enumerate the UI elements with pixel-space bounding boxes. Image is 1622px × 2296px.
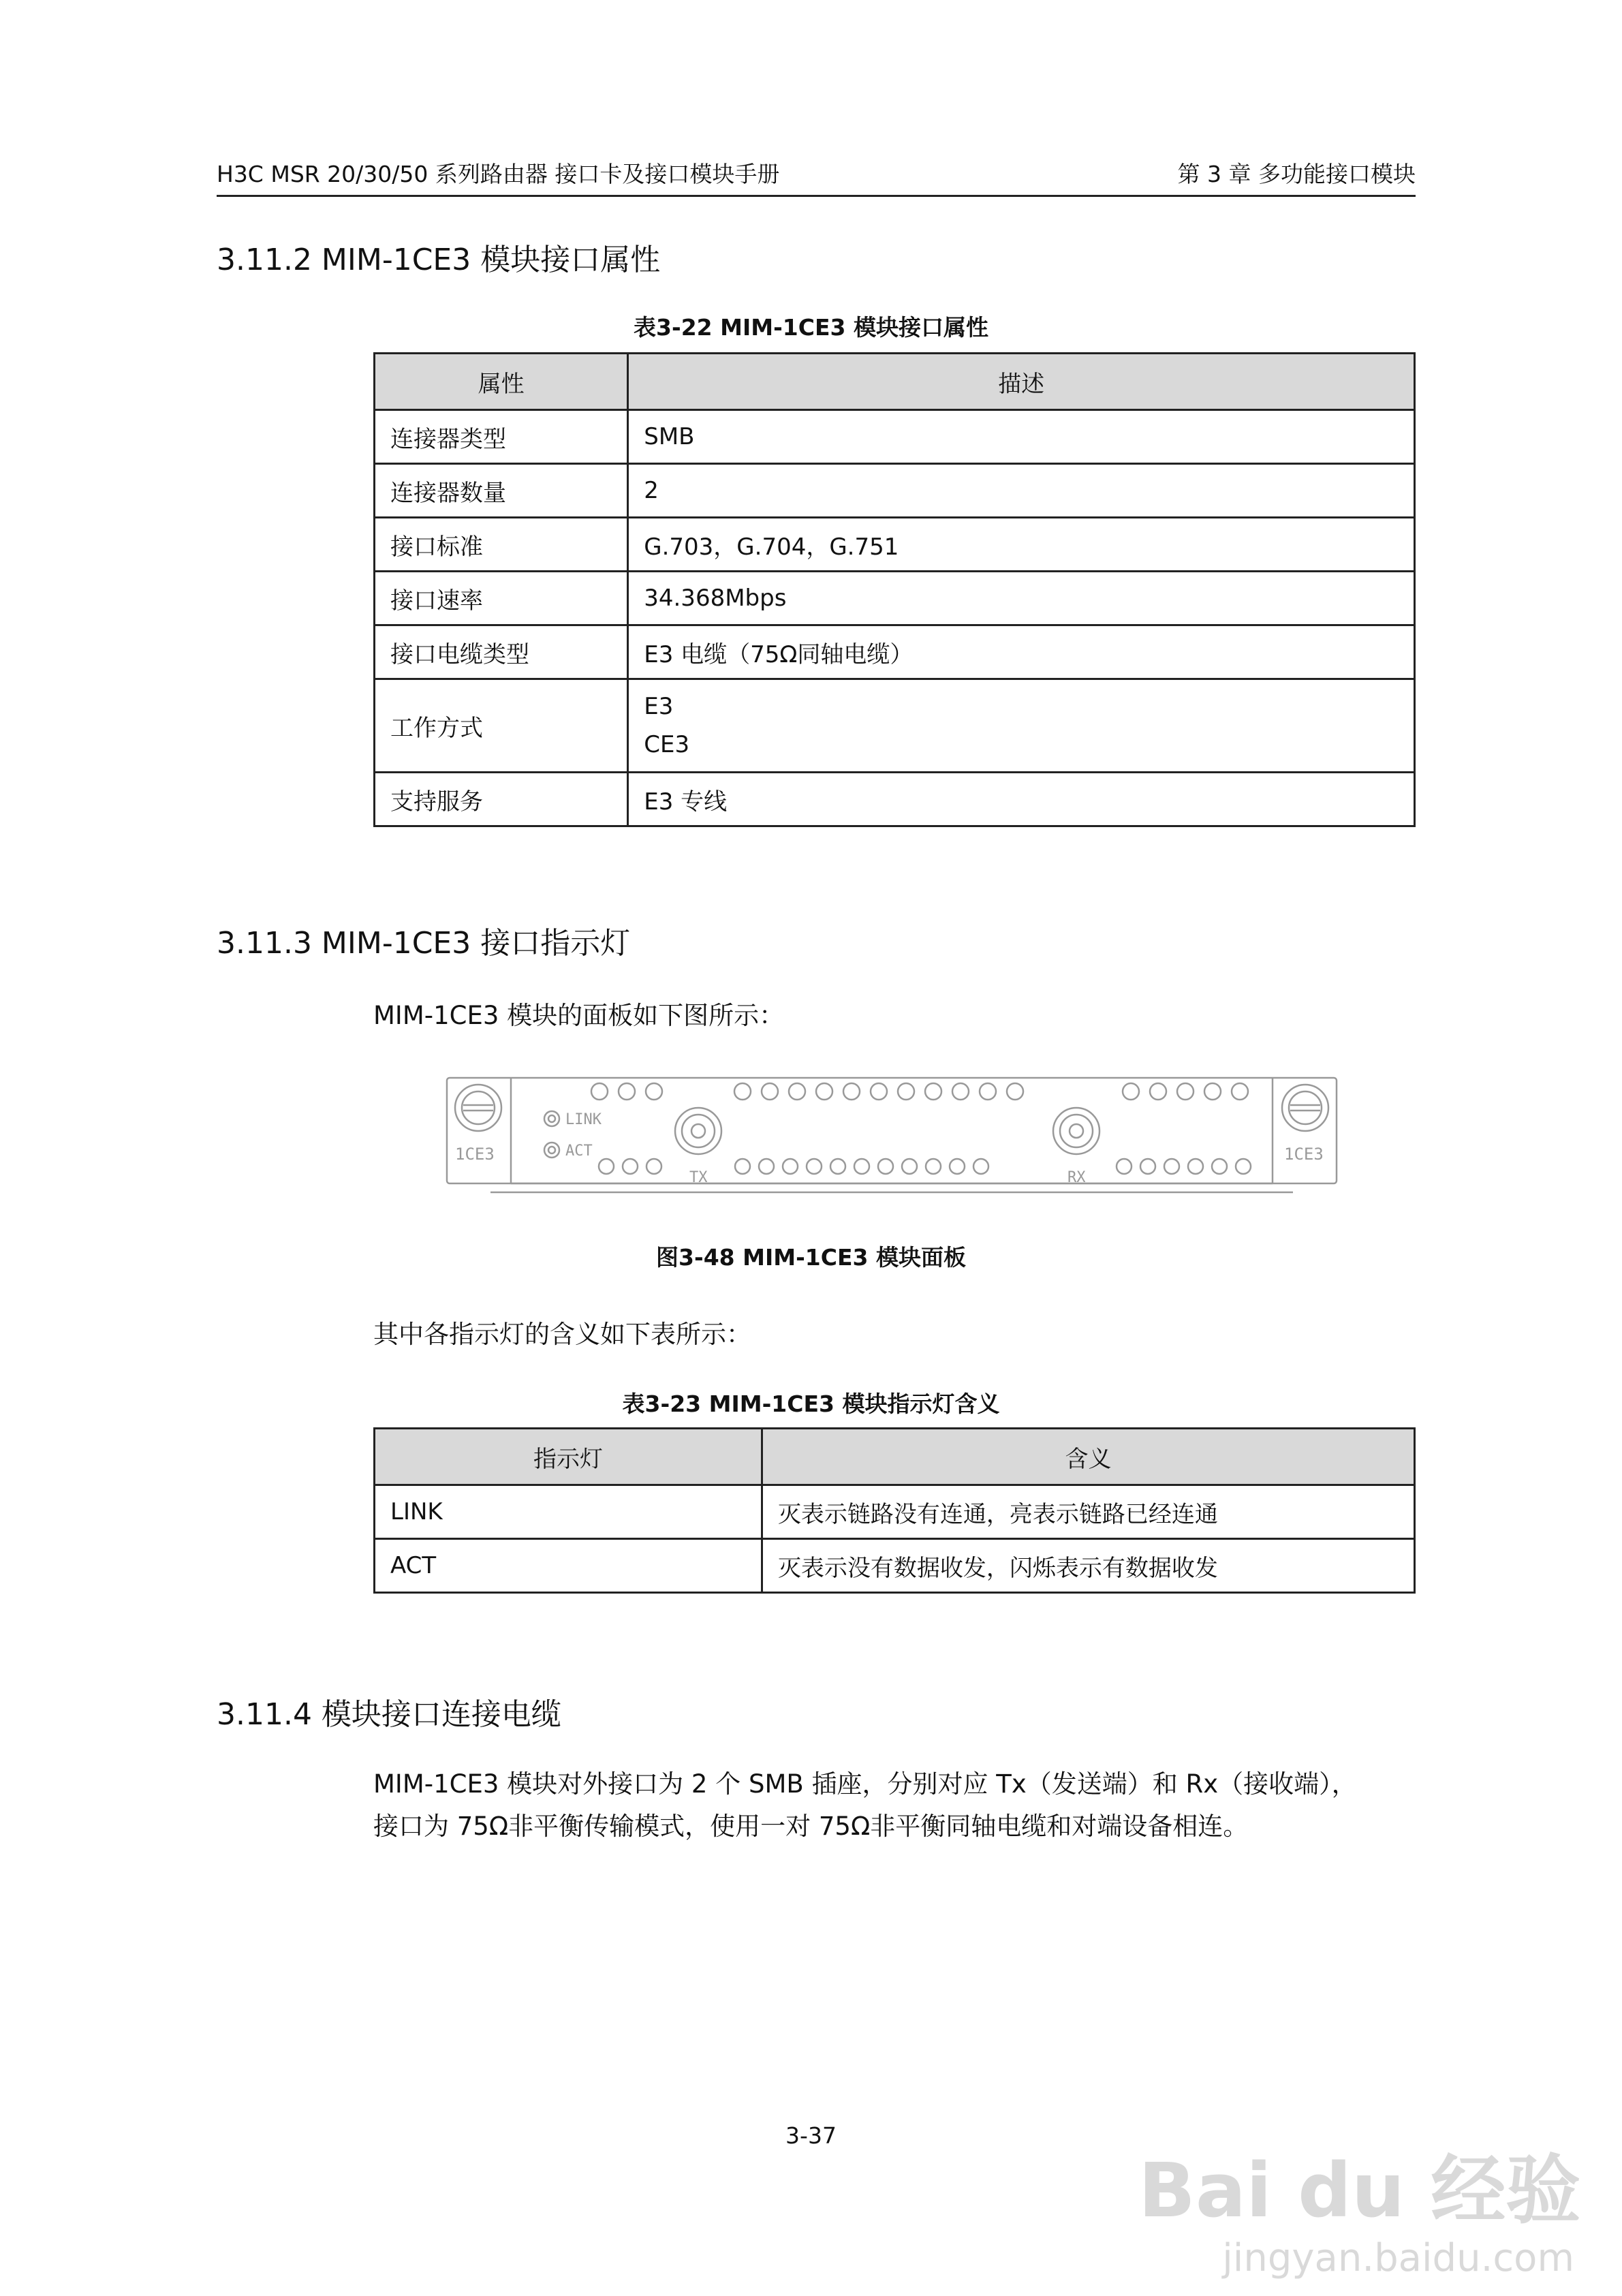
description-cell: SMB: [628, 410, 1415, 464]
table-row: [375, 1485, 1415, 1539]
link-led-label: LINK: [565, 1111, 602, 1128]
cable-paragraph: [373, 1763, 1436, 1848]
rx-connector-icon: [1053, 1108, 1099, 1154]
page-header: [217, 153, 1416, 197]
cable-paragraph-line: MIM-1CE3 模块对外接口为 2 个 SMB 插座，分别对应 Tx（发送端）和 Rx（接收端），: [373, 1769, 1357, 1799]
led-name-cell: LINK: [375, 1485, 762, 1539]
link-led-icon: [544, 1111, 559, 1126]
attributes-table: [373, 352, 1416, 827]
table-caption-attributes: 表3-22 MIM-1CE3 模块接口属性: [634, 314, 988, 341]
attribute-cell: 连接器类型: [375, 410, 628, 464]
right-screw-icon: [1282, 1085, 1328, 1131]
table-row: [375, 1539, 1415, 1593]
panel-intro-text: MIM-1CE3 模块的面板如下图所示：: [373, 1001, 785, 1030]
description-cell: 34.368Mbps: [628, 572, 1415, 625]
table-row: [375, 773, 1415, 826]
panel-left-label: 1CE3: [455, 1145, 495, 1164]
cable-paragraph-line: 接口为 75Ω非平衡传输模式，使用一对 75Ω非平衡同轴电缆和对端设备相连。: [373, 1812, 1249, 1841]
led-meaning-cell: 灭表示没有数据收发，闪烁表示有数据收发: [762, 1539, 1414, 1593]
watermark-url: jingyan.baidu.com: [1222, 2236, 1574, 2280]
table-header-row: [375, 1429, 1415, 1485]
description-cell: G.703，G.704，G.751: [628, 518, 1415, 572]
table-row: [375, 625, 1415, 679]
left-screw-icon: [455, 1085, 501, 1131]
section-heading-attributes: 3.11.2 MIM-1CE3 模块接口属性: [217, 243, 661, 277]
table-row: [375, 518, 1415, 572]
description-line: E3: [644, 693, 674, 720]
table-caption-leds: 表3-23 MIM-1CE3 模块指示灯含义: [622, 1391, 1000, 1417]
table-row: [375, 572, 1415, 625]
attribute-cell: 支持服务: [375, 773, 628, 826]
table-header-row: [375, 354, 1415, 410]
table-row: [375, 679, 1415, 773]
column-header-description: 描述: [628, 354, 1415, 410]
description-cell: 2: [628, 464, 1415, 518]
panel-right-label: 1CE3: [1284, 1145, 1324, 1164]
section-heading-leds: 3.11.3 MIM-1CE3 接口指示灯: [217, 926, 631, 961]
attribute-cell: 接口电缆类型: [375, 625, 628, 679]
led-name-cell: ACT: [375, 1539, 762, 1593]
description-line: CE3: [644, 731, 690, 758]
watermark-brand: Bai du 经验: [1138, 2147, 1581, 2234]
act-led-icon: [544, 1143, 559, 1158]
attribute-cell: 连接器数量: [375, 464, 628, 518]
attribute-cell: 接口速率: [375, 572, 628, 625]
attribute-cell: 工作方式: [375, 679, 628, 773]
act-led-label: ACT: [565, 1143, 593, 1160]
column-header-led: 指示灯: [375, 1429, 762, 1485]
tx-label: TX: [689, 1169, 708, 1186]
description-cell: E3 电缆（75Ω同轴电缆）: [628, 625, 1415, 679]
top-vent-holes: [591, 1083, 1248, 1100]
led-table: [373, 1427, 1416, 1594]
module-panel-figure: [443, 1075, 1342, 1198]
rx-label: RX: [1067, 1169, 1086, 1186]
attribute-cell: 接口标准: [375, 518, 628, 572]
led-intro-text: 其中各指示灯的含义如下表所示：: [373, 1320, 751, 1349]
section-heading-cable: 3.11.4 模块接口连接电缆: [217, 1697, 561, 1732]
header-manual-title: H3C MSR 20/30/50 系列路由器 接口卡及接口模块手册: [217, 161, 780, 187]
led-meaning-cell: 灭表示链路没有连通，亮表示链路已经连通: [762, 1485, 1414, 1539]
table-row: [375, 410, 1415, 464]
baidu-watermark: [1138, 2146, 1581, 2296]
header-chapter-title: 第 3 章 多功能接口模块: [1177, 161, 1416, 187]
figure-caption: 图3-48 MIM-1CE3 模块面板: [656, 1244, 966, 1271]
description-cell: [628, 679, 1415, 773]
column-header-attribute: 属性: [375, 354, 628, 410]
page-number: 3-37: [785, 2122, 837, 2149]
description-cell: E3 专线: [628, 773, 1415, 826]
column-header-meaning: 含义: [762, 1429, 1414, 1485]
tx-connector-icon: [675, 1108, 721, 1154]
table-row: [375, 464, 1415, 518]
